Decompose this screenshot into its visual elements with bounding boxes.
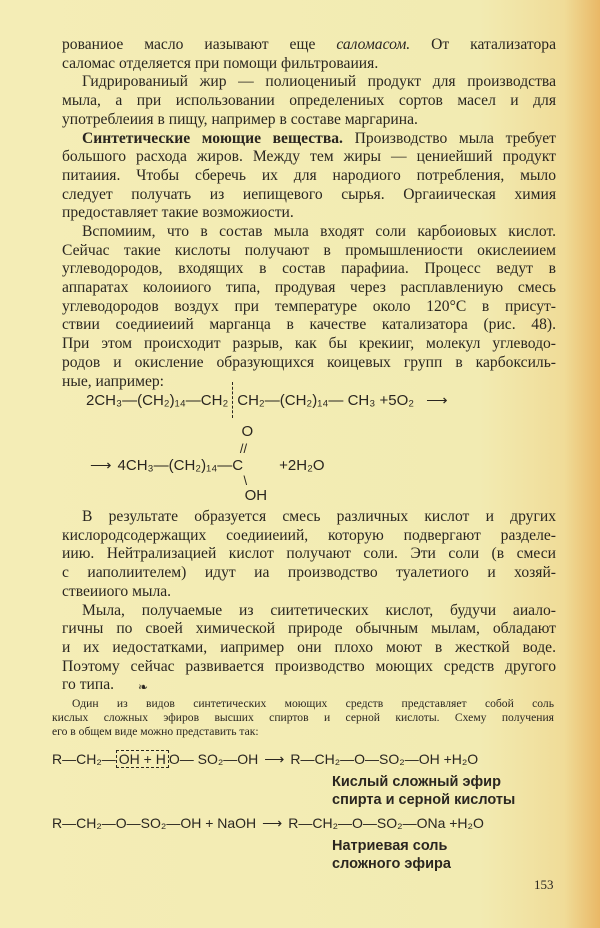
text-line: кислых сложных эфиров высших спиртов и серной кислоты. Схему получения	[52, 710, 554, 724]
section-heading: Синтетические моющие вещества.	[82, 129, 343, 147]
text-line: аппаратах колоииого типа, продувая через расплавлениую смесь	[62, 279, 556, 297]
text-line: Синтетические моющие вещества. Производство мыла требует	[82, 129, 556, 147]
text-line: углеводородов воздух при температуре около 120°С в присут-	[62, 297, 556, 315]
product-water: +2H₂O	[279, 456, 325, 474]
text-line: Вспомиим, что в состав мыла входят соли карбоиовых кислот.	[82, 223, 556, 240]
text-line: Один из видов синтетических моющих средств представляет собой соль	[72, 697, 554, 710]
ester-mid: O— SO₂—OH	[168, 751, 259, 767]
italic-term: саломасом.	[336, 36, 411, 53]
arrow-icon: ⟶	[90, 457, 112, 474]
text-line: В результате образуется смесь различных кислот и других	[82, 508, 556, 525]
hydroxyl: OH	[244, 486, 268, 504]
text-line: мыла, а при использовании определениых сортов масел и для	[62, 92, 556, 110]
paragraph-6	[62, 602, 556, 695]
product-row	[90, 422, 325, 504]
text-line: саломас отделяется при помощи фильтроваиия.	[62, 54, 379, 72]
text-line: следует получать из иепищевого сырья. Оргаиическая химия	[62, 185, 556, 203]
arrow-icon: ⟶	[262, 814, 283, 831]
text-line: родов и окисление образующихся коицевых групп в карбоксиль-	[62, 353, 556, 371]
cracking-row	[86, 389, 448, 411]
text-line: ствеииого мыла.	[62, 582, 172, 600]
equation-left: 2CH₃—(CH₂)₁₄—CH₂	[86, 391, 229, 409]
note-paragraph	[52, 697, 554, 738]
text-line: иию. Нейтрализацией кислот получают соли. Эти соли (в смеси	[62, 545, 556, 563]
carboxyl-group	[117, 422, 268, 504]
dashed-box: OH + H	[116, 750, 169, 768]
text-line: и их иедостатками, иапример они плохо моют в жесткой воде.	[62, 638, 556, 656]
single-bond: \	[243, 472, 248, 488]
text-line: употреблеиия в пищу, например в составе маргарина.	[62, 110, 418, 128]
text-line: гичны по своей химической природе обычным мылам, обладают	[62, 620, 556, 638]
cleavage-line	[232, 382, 233, 418]
arrow-icon: ⟶	[264, 750, 285, 767]
paragraph-3	[62, 130, 556, 223]
paragraph-5	[62, 508, 556, 601]
product-left: 4CH₃—(CH₂)₁₄—C	[117, 456, 244, 474]
ester-left: R—CH₂—	[52, 751, 116, 767]
equation-right: CH₂—(CH₂)₁₄— CH₃ +5O₂	[237, 391, 415, 409]
paragraph-1	[62, 36, 556, 73]
arrow-icon: ⟶	[426, 392, 448, 409]
ester-row	[52, 749, 478, 769]
ester-right: R—CH₂—O—SO₂—OH +H₂O	[290, 751, 479, 767]
carbonyl-oxygen: O	[241, 422, 254, 440]
paragraph-2	[62, 73, 556, 129]
text-line: кислородсодержащих соедииеиий, которую подвергают разделе-	[62, 526, 556, 544]
salt-left: R—CH₂—O—SO₂—OH + NaOH	[52, 815, 257, 831]
text-line: рованиое масло иазывают еще саломасом. От катализатора	[62, 36, 556, 53]
text-line: Сейчас такие кислоты получают в промышлениости окислеиием	[62, 241, 556, 259]
page-number: 153	[534, 877, 554, 892]
ester-label: Кислый сложный эфир спирта и серной кислоты	[332, 774, 516, 808]
text-line: ствии соедииеиий марганца в качестве катализатора (рис. 48).	[62, 316, 556, 334]
text-line: При этом происходит разрыв, как бы крекииг, молекул углеводо-	[62, 335, 556, 353]
salt-right: R—CH₂—O—SO₂—ONa +H₂O	[288, 815, 484, 831]
ink-mark: ❧	[138, 680, 149, 694]
text-line: его в общем виде можно представить так:	[52, 724, 259, 738]
text-line: ные, иапример:	[62, 372, 165, 390]
paragraph-4	[62, 223, 556, 391]
text-line: предоставляет такие возможиости.	[62, 204, 294, 222]
text-line: го типа.	[62, 676, 115, 694]
text-line: Мыла, получаемые из сиитетических кислот, будучи аиало-	[82, 601, 556, 619]
double-bond: //	[239, 440, 248, 456]
text-line: Поэтому сейчас развивается производство моющих средств другого	[62, 657, 556, 675]
salt-row	[52, 813, 484, 833]
salt-label: Натриевая соль сложного эфира	[332, 838, 451, 872]
text-line: питаиия. Чтобы сберечь их для народиого потребления, мыло	[62, 166, 556, 184]
text-line: углеводородов, входящих в состав парафииа. Процесс ведут в	[62, 260, 556, 278]
text-line: с иаполиителем) идут иа производство туалетиого и хозяй-	[62, 564, 556, 582]
text-line: большого расхода жиров. Между тем жиры — цениейший продукт	[62, 148, 556, 166]
text-line: Гидрированиый жир — полиоцениый продукт для производства	[82, 73, 556, 91]
